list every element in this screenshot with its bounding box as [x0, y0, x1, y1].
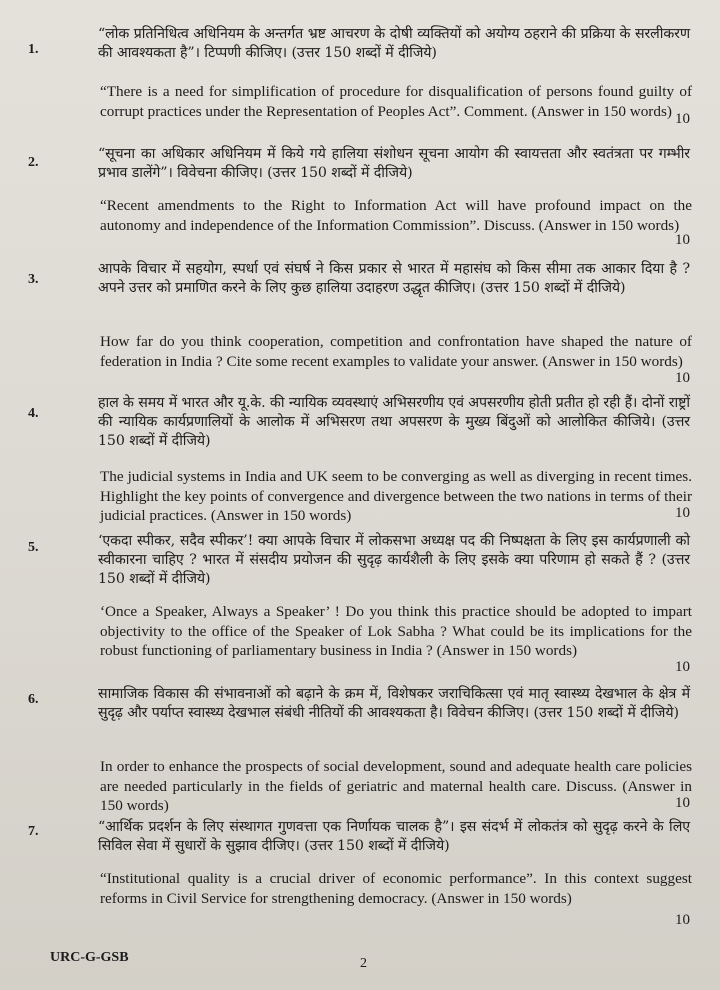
question-text-hindi: ‘एकदा स्पीकर, सदैव स्पीकर’! क्या आपके विचार में लोकसभा अध्यक्ष पद की निष्पक्षता के लिए इस कार्यप्रणाली को स्वीकारना चाहिए ? भारत में संसदीय प्रयोजन की सुदृढ़ कार्यशैली के लिए इसके क्या परिणाम हो सकते हैं ? (उत्तर 150 शब्दों में दीजिये) — [98, 533, 690, 587]
question-marks: 10 — [675, 505, 690, 521]
question-text-english: “Recent amendments to the Right to Information Act will have profound impact on the autonomy and independence of the Information Commission”. Discuss. (Answer in 150 words) — [100, 197, 692, 234]
question-number: 4. — [28, 406, 39, 421]
question-text-hindi: सामाजिक विकास की संभावनाओं को बढ़ाने के क्रम में, विशेषकर जराचिकित्सा एवं मातृ स्वास्थ्य देखभाल के क्षेत्र में सुदृढ़ और पर्याप्त स्वास्थ्य देखभाल संबंधी नीतियों की आवश्यकता है। विवेचन कीजिए। (उत्तर 150 शब्दों में दीजिये) — [98, 686, 690, 721]
question-text-english: How far do you think cooperation, competition and confrontation have shaped the nature of federation in India ? Cite some recent examples to validate your answer. (Answer in 150 words) — [100, 333, 692, 370]
page-number: 2 — [360, 956, 367, 971]
question-text-hindi: “सूचना का अधिकार अधिनियम में किये गये हालिया संशोधन सूचना आयोग की स्वायत्तता और स्वतंत्रता पर गम्भीर प्रभाव डालेंगे”। विवेचना कीजिए। (उत्तर 150 शब्दों में दीजिये) — [98, 146, 690, 181]
question-marks: 10 — [675, 912, 690, 928]
question-text-english: “There is a need for simplification of procedure for disqualification of persons found guilty of corrupt practices under the Representation of Peoples Act”. Comment. (Answer in 150 words) — [100, 83, 692, 120]
question-text-hindi: हाल के समय में भारत और यू.के. की न्यायिक व्यवस्थाएं अभिसरणीय एवं अपसरणीय होती प्रतीत हो रही हैं। दोनों राष्ट्रों की न्यायिक कार्यप्रणालियों के आलोक में अभिसरण तथा अपसरण के मुख्य बिंदुओं को आलोकित कीजिये। (उत्तर 150 शब्दों में दीजिये) — [98, 395, 690, 449]
question-text-english: “Institutional quality is a crucial driver of economic performance”. In this context suggest reforms in Civil Service for strengthening democracy. (Answer in 150 words) — [100, 870, 692, 907]
question-marks: 10 — [675, 232, 690, 248]
question-marks: 10 — [675, 795, 690, 811]
question-marks: 10 — [675, 659, 690, 675]
question-marks: 10 — [675, 111, 690, 127]
paper-code: URC-G-GSB — [50, 950, 129, 965]
question-text-english: The judicial systems in India and UK seem to be converging as well as diverging in recent times. Highlight the key points of convergence and divergence between the two nations in terms of their judicial practices. (Answer in 150 words) — [100, 468, 693, 524]
question-number: 7. — [28, 824, 39, 839]
question-text-hindi: “लोक प्रतिनिधित्व अधिनियम के अन्तर्गत भ्रष्ट आचरण के दोषी व्यक्तियों को अयोग्य ठहराने की प्रक्रिया के सरलीकरण की आवश्यकता है”। टिप्पणी कीजिए। (उत्तर 150 शब्दों में दीजिये) — [98, 26, 690, 61]
question-text-english: ‘Once a Speaker, Always a Speaker’ ! Do you think this practice should be adopted to impart objectivity to the office of the Speaker of Lok Sabha ? What could be its implications for the robust functioning of parliamentary business in India ? (Answer in 150 words) — [100, 603, 692, 659]
question-text-hindi: “आर्थिक प्रदर्शन के लिए संस्थागत गुणवत्ता एक निर्णायक चालक है”। इस संदर्भ में लोकतंत्र को सुदृढ़ करने के लिए सिविल सेवा में सुधारों के सुझाव दीजिए। (उत्तर 150 शब्दों में दीजिये) — [98, 819, 690, 854]
question-number: 3. — [28, 272, 39, 287]
question-number: 5. — [28, 540, 39, 555]
question-number: 2. — [28, 155, 39, 170]
question-text-hindi: आपके विचार में सहयोग, स्पर्धा एवं संघर्ष ने किस प्रकार से भारत में महासंघ को किस सीमा तक आकार दिया है ? अपने उत्तर को प्रमाणित करने के लिए कुछ हालिया उदाहरण उद्धृत कीजिए। (उत्तर 150 शब्दों में दीजिये) — [98, 261, 690, 296]
question-number: 6. — [28, 692, 39, 707]
question-text-english: In order to enhance the prospects of social development, sound and adequate health care policies are needed particularly in the fields of geriatric and maternal health care. Discuss. (Answer in 150 words) — [100, 758, 692, 814]
question-marks: 10 — [675, 370, 690, 386]
question-number: 1. — [28, 42, 39, 57]
